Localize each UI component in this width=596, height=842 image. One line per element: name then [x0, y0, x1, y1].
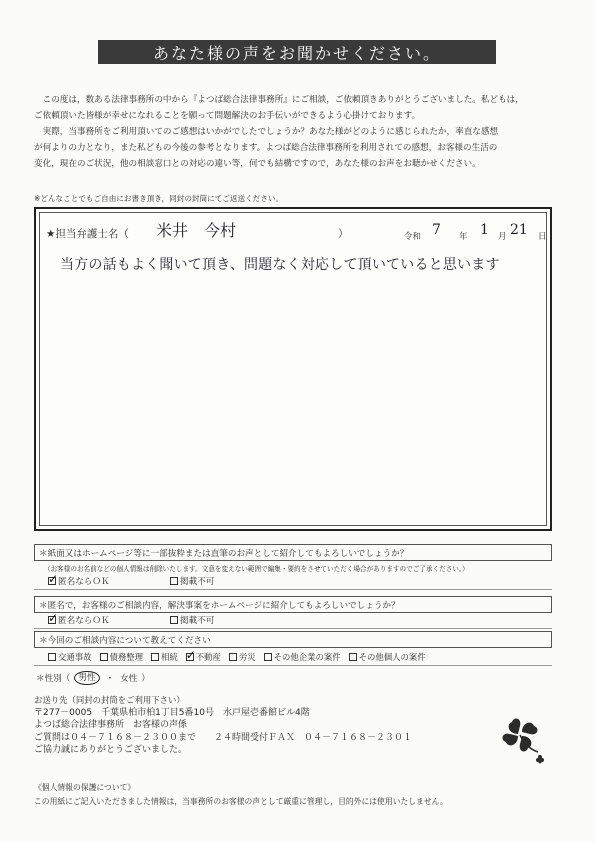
- q3-option-inheritance[interactable]: [151, 651, 178, 663]
- q3-option-debt[interactable]: [100, 651, 144, 663]
- q3-option-individual[interactable]: [349, 651, 426, 663]
- intro-line: が何よりの力となり，また私どもの今後の参考となります。よつば総合法律事務所を利用されての感想，お客様の生活の: [34, 143, 498, 153]
- comment-handwritten[interactable]: 当方の話もよく聞いて頂き、問題なく対応して頂いていると思います: [60, 257, 500, 273]
- q4-gender: [36, 671, 150, 685]
- q3-checkbox[interactable]: [229, 653, 237, 661]
- q3-question: [34, 631, 552, 648]
- q1-question-text: ＊紙面又はホームページ等に一部抜粋または直筆のお声として紹介してもよろしいでしょうか？: [39, 548, 409, 559]
- q3-checkbox-checked[interactable]: [186, 653, 194, 661]
- footer-contact: [34, 694, 412, 757]
- intro-line: 変化，現在のご状況，他の相談窓口との対応の違い等，何でも結構ですので，あなた様のお声をお聴かせください。: [34, 159, 481, 169]
- q4-close: ）: [141, 674, 151, 684]
- q3-option-label: 交通事故: [58, 652, 92, 662]
- q1-checkbox-anonymous[interactable]: [48, 577, 56, 585]
- form-note: ※どんなことでもご自由にお書き頂き，同封の封筒にてご返送ください。: [34, 194, 284, 203]
- q3-option-label: 労災: [238, 652, 256, 662]
- q1-question: [34, 544, 552, 561]
- q2-option-label: 掲載不可: [180, 616, 215, 626]
- lawyer-label: ★担当弁護士名（: [46, 228, 129, 240]
- q3-checkbox[interactable]: [264, 653, 272, 661]
- date-day-handwritten[interactable]: 21: [510, 222, 528, 238]
- footer-send-to: お送り先（同封の封筒をご利用下さい）: [34, 695, 185, 705]
- q3-answers: [34, 649, 552, 666]
- q4-option-female[interactable]: 女性: [120, 674, 138, 684]
- q2-question: [34, 596, 552, 613]
- intro-line: 実際，当事務所をご利用頂いてのご感想はいかがでしたでしょうか？あなた様がどのように感じられたか，率直な感想: [34, 127, 499, 137]
- intro-line: ご依頼頂いた皆様が幸せになれることを願って問題解決のお手伝いができるよう心掛けております。: [34, 111, 421, 121]
- q2-option-no-publish[interactable]: [170, 614, 214, 626]
- q1-option-anonymous[interactable]: [48, 575, 160, 587]
- q1-option-no-publish[interactable]: [170, 575, 214, 587]
- q2-checkbox-anonymous[interactable]: [48, 616, 56, 624]
- intro-paragraph: [34, 92, 564, 172]
- q3-option-label: 債務整理: [109, 652, 143, 662]
- q2-question-text: ＊匿名で，お客様のご相談内容，解決事案をホームページに紹介してもよろしいでしょうか？: [39, 600, 400, 611]
- q1-answers: [34, 573, 552, 590]
- lawyer-name-handwritten[interactable]: 米井 今村: [156, 221, 237, 240]
- page-title: あなた様の声をお聞かせください。: [98, 40, 496, 64]
- q3-option-label: 不動産: [195, 652, 221, 662]
- q4-separator: ・: [105, 674, 115, 684]
- lawyer-label-close: ）: [338, 228, 349, 240]
- date-year-handwritten[interactable]: 7: [432, 222, 441, 238]
- q3-option-label: 相続: [161, 652, 178, 662]
- q3-checkbox[interactable]: [100, 653, 108, 661]
- date-month-unit: 月: [498, 232, 507, 242]
- date-year-unit: 年: [459, 232, 468, 242]
- q2-option-anonymous[interactable]: [48, 614, 160, 626]
- q4-label: ＊性別（: [36, 674, 71, 684]
- q3-option-labor-accident[interactable]: [229, 651, 256, 663]
- date-day-unit: 日: [538, 232, 547, 242]
- clover-icon: [498, 712, 548, 764]
- q3-option-label: その他個人の案件: [358, 652, 426, 662]
- privacy-title: 《個人情報の保護について》: [34, 783, 136, 792]
- q3-option-real-estate[interactable]: [186, 651, 221, 663]
- q2-option-label: 匿名ならＯＫ: [58, 616, 110, 626]
- footer-address: 〒277－0005 千葉県柏市柏1丁目5番10号 水戸屋壱番館ビル4階: [34, 707, 310, 718]
- q3-checkbox[interactable]: [151, 653, 159, 661]
- date-month-handwritten[interactable]: 1: [480, 222, 489, 238]
- privacy-text: この用紙にご記入いただきました情報は，当事務所のお客様の声として厳重に管理し，目的外には使用いたしません。: [34, 797, 448, 806]
- q1-checkbox-no-publish[interactable]: [170, 577, 178, 585]
- q3-checkbox[interactable]: [349, 653, 357, 661]
- footer-office: よつば総合法律事務所 お客様の声係: [34, 720, 188, 730]
- q3-option-traffic[interactable]: [48, 651, 92, 663]
- q2-checkbox-no-publish[interactable]: [170, 616, 178, 624]
- q2-answers: [34, 612, 552, 629]
- q4-option-male[interactable]: 男性: [74, 671, 99, 685]
- footer-thanks: ご協力誠にありがとうございました。: [34, 745, 188, 755]
- footer-inquiry: ご質問は０４－７１６８－２３００まで ２４時間受付ＦＡＸ ０４－７１６８－２３０１: [34, 732, 413, 743]
- q3-checkbox[interactable]: [48, 653, 56, 661]
- q3-question-text: ＊今回のご相談内容について教えてください: [39, 635, 211, 646]
- q3-option-label: その他企業の案件: [273, 652, 341, 662]
- intro-line: この度は，数ある法律事務所の中から『よつば総合法律事務所』にご相談，ご依頼頂きありがとうございました。私どもは，: [34, 95, 524, 105]
- q1-option-label: 掲載不可: [180, 577, 215, 587]
- q1-note: （お客様のお名前などの個人情報は削除いたします。文意を変えない範囲で編集・要約をさせていただく場合がありますのでご了承ください。）: [44, 565, 469, 573]
- q1-option-label: 匿名ならＯＫ: [58, 577, 110, 587]
- date-era: 令和: [404, 232, 422, 242]
- q3-option-corporate[interactable]: [264, 651, 341, 663]
